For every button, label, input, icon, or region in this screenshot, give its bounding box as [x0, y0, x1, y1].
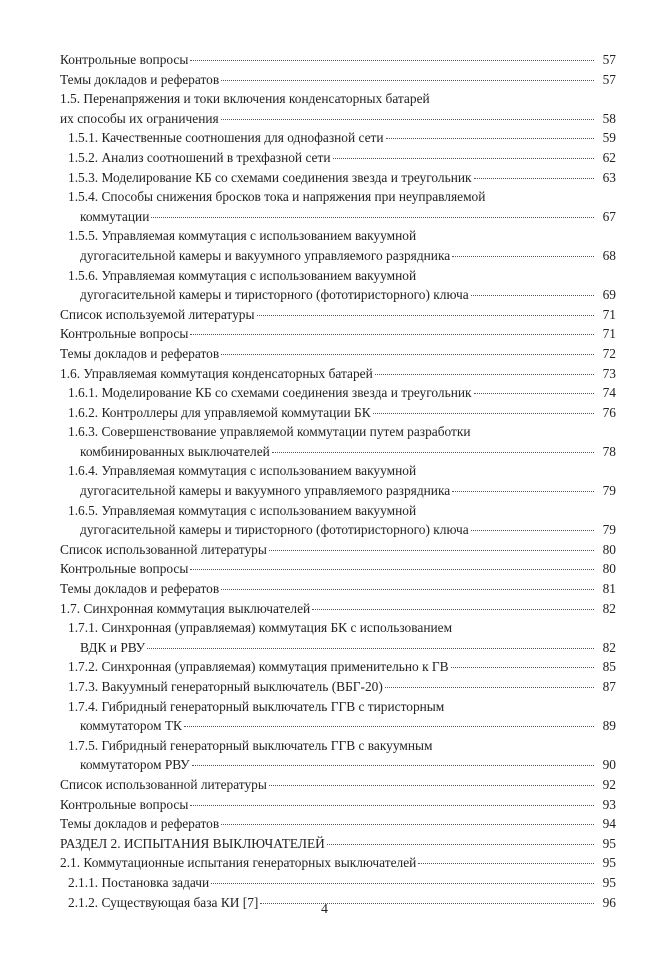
- toc-entry-title: 1.5.5. Управляемая коммутация с использованием вакуумной: [68, 228, 417, 244]
- toc-entry-line: [68, 148, 616, 168]
- dot-leader: [373, 413, 594, 414]
- dot-leader: [221, 80, 594, 81]
- toc-page-number: 87: [602, 679, 616, 694]
- toc-entry: [60, 128, 616, 148]
- toc-entry: [60, 344, 616, 364]
- toc-entry-title: 1.6.5. Управляемая коммутация с использованием вакуумной: [68, 502, 417, 518]
- toc-page-number: 80: [602, 561, 616, 577]
- toc-page-number: 80: [602, 541, 616, 557]
- toc-entry: [60, 814, 616, 834]
- dot-leader: [184, 726, 594, 727]
- toc-entry: [60, 834, 616, 854]
- toc-entry: [60, 50, 616, 70]
- toc-entry-line: [68, 403, 616, 423]
- toc-entry: [60, 775, 616, 795]
- toc-entry-title: Темы докладов и рефератов: [60, 345, 220, 361]
- toc-entry-title: дугогасительной камеры и вакуумного управляемого разрядника: [80, 247, 451, 263]
- toc-entry-line: [60, 599, 616, 619]
- toc-page-number: 63: [602, 169, 616, 185]
- table-of-contents: [60, 50, 616, 912]
- dot-leader: [474, 178, 594, 179]
- toc-entry: [60, 383, 616, 403]
- dot-leader: [375, 374, 594, 375]
- toc-entry-line: [68, 755, 616, 775]
- toc-entry: [60, 364, 616, 384]
- toc-entry-line-first: [68, 697, 616, 717]
- dot-leader: [221, 119, 594, 120]
- toc-entry: [60, 736, 616, 775]
- toc-page-number: 69: [602, 287, 616, 303]
- toc-entry-line: [60, 50, 616, 70]
- toc-entry: [60, 795, 616, 815]
- toc-entry-title: 1.6.3. Совершенствование управляемой коммутации путем разработки: [68, 424, 471, 440]
- toc-entry-line: [68, 520, 616, 540]
- toc-entry-title: Темы докладов и рефератов: [60, 816, 220, 832]
- toc-entry: [60, 873, 616, 893]
- dot-leader: [192, 765, 594, 766]
- toc-entry-title: 1.6. Управляемая коммутация конденсаторных батарей: [60, 365, 373, 381]
- toc-page-number: 94: [602, 816, 616, 832]
- toc-page-number: 82: [602, 639, 616, 655]
- toc-entry-title: 1.6.2. Контроллеры для управляемой коммутации БК: [68, 404, 371, 420]
- toc-entry-line: [68, 285, 616, 305]
- toc-entry: [60, 501, 616, 540]
- toc-entry-line-first: [68, 461, 616, 481]
- toc-entry: [60, 324, 616, 344]
- toc-page-number: 93: [602, 796, 616, 812]
- toc-page-number: 57: [602, 71, 616, 87]
- toc-entry-line: [60, 559, 616, 579]
- toc-entry-line: [60, 795, 616, 815]
- toc-entry-line: [60, 364, 616, 384]
- toc-entry-line: [60, 305, 616, 325]
- toc-entry-title: дугогасительной камеры и тиристорного (фототиристорного) ключа: [80, 287, 469, 303]
- toc-page-number: 74: [602, 385, 616, 401]
- toc-entry-line: [68, 481, 616, 501]
- toc-entry-title: Контрольные вопросы: [60, 561, 189, 577]
- dot-leader: [272, 452, 594, 453]
- toc-entry-title: 2.1.2. Существующая база КИ [7]: [68, 894, 259, 910]
- toc-page-number: 68: [602, 247, 616, 263]
- toc-entry-title: комбинированных выключателей: [80, 443, 270, 459]
- toc-entry-title: 1.7. Синхронная коммутация выключателей: [60, 600, 311, 616]
- toc-entry-line-first: [60, 89, 616, 109]
- toc-entry-line: [68, 677, 616, 697]
- toc-entry-title: 1.7.2. Синхронная (управляемая) коммутация применительно к ГВ: [68, 659, 449, 675]
- dot-leader: [452, 256, 594, 257]
- toc-entry-line: [68, 716, 616, 736]
- toc-entry-title: 1.5.2. Анализ соотношений в трехфазной сети: [68, 149, 331, 165]
- toc-page-number: 92: [602, 776, 616, 792]
- toc-entry-line: [68, 442, 616, 462]
- dot-leader: [257, 315, 595, 316]
- toc-entry-line: [60, 853, 616, 873]
- toc-page-number: 59: [602, 130, 616, 146]
- toc-entry-line: [60, 814, 616, 834]
- toc-entry-title: ВДК и РВУ: [80, 639, 146, 655]
- toc-entry-title: Темы докладов и рефератов: [60, 581, 220, 597]
- toc-entry-title: 1.6.1. Моделирование КБ со схемами соединения звезда и треугольник: [68, 385, 472, 401]
- toc-entry: [60, 226, 616, 265]
- toc-entry: [60, 89, 616, 128]
- toc-page-number: 95: [602, 835, 616, 851]
- toc-entry-title: 2.1.1. Постановка задачи: [68, 874, 210, 890]
- dot-leader: [452, 491, 594, 492]
- toc-entry: [60, 559, 616, 579]
- dot-leader: [471, 295, 594, 296]
- toc-entry: [60, 305, 616, 325]
- toc-entry-title: 1.7.3. Вакуумный генераторный выключатель (ВБГ-20): [68, 679, 383, 694]
- dot-leader: [147, 648, 594, 649]
- toc-entry: [60, 403, 616, 423]
- toc-entry: [60, 657, 616, 677]
- toc-entry: [60, 677, 616, 697]
- toc-entry-title: их способы их ограничения: [60, 110, 219, 126]
- toc-entry-line: [60, 540, 616, 560]
- toc-page-number: 79: [602, 522, 616, 538]
- toc-entry: [60, 70, 616, 90]
- toc-entry-title: коммутатором ТК: [80, 718, 182, 734]
- toc-entry: [60, 422, 616, 461]
- dot-leader: [211, 883, 594, 884]
- toc-page-number: 76: [602, 404, 616, 420]
- toc-entry-line: [60, 344, 616, 364]
- toc-entry-line: [68, 383, 616, 403]
- toc-page-number: 95: [602, 855, 616, 871]
- dot-leader: [269, 785, 594, 786]
- toc-page-number: 71: [602, 326, 616, 342]
- toc-entry-line-first: [68, 187, 616, 207]
- dot-leader: [474, 393, 594, 394]
- toc-page-number: 89: [602, 718, 616, 734]
- toc-entry: [60, 168, 616, 188]
- toc-entry-line-first: [68, 226, 616, 246]
- toc-entry-title: дугогасительной камеры и тиристорного (фототиристорного) ключа: [80, 522, 469, 538]
- dot-leader: [221, 824, 594, 825]
- toc-entry-title: Контрольные вопросы: [60, 326, 189, 342]
- toc-page-number: 79: [602, 483, 616, 499]
- dot-leader: [385, 687, 594, 688]
- toc-entry-title: РАЗДЕЛ 2. ИСПЫТАНИЯ ВЫКЛЮЧАТЕЛЕЙ: [60, 835, 325, 851]
- dot-leader: [386, 138, 594, 139]
- toc-entry-title: Список использованной литературы: [60, 541, 267, 557]
- toc-entry-title: Список используемой литературы: [60, 306, 255, 322]
- toc-page-number: 96: [602, 894, 616, 910]
- toc-page-number: 71: [602, 306, 616, 322]
- dot-leader: [221, 589, 594, 590]
- dot-leader: [190, 805, 594, 806]
- toc-entry-title: Контрольные вопросы: [60, 796, 189, 812]
- toc-page-number: 73: [602, 365, 616, 381]
- dot-leader: [190, 569, 594, 570]
- toc-entry-line: [68, 128, 616, 148]
- toc-entry-title: коммутации: [80, 208, 150, 224]
- toc-entry-line: [60, 324, 616, 344]
- toc-entry-title: дугогасительной камеры и вакуумного управляемого разрядника: [80, 483, 451, 499]
- toc-page-number: 72: [602, 345, 616, 361]
- toc-entry: [60, 618, 616, 657]
- toc-page-number: 58: [602, 110, 616, 126]
- toc-entry: [60, 148, 616, 168]
- toc-entry-line: [68, 168, 616, 188]
- dot-leader: [190, 334, 594, 335]
- toc-entry-line: [68, 246, 616, 266]
- toc-entry-line: [60, 70, 616, 90]
- toc-entry: [60, 461, 616, 500]
- toc-entry-line: [68, 207, 616, 227]
- toc-entry-title: 1.5.6. Управляемая коммутация с использованием вакуумной: [68, 267, 417, 283]
- toc-entry-title: Темы докладов и рефератов: [60, 71, 220, 87]
- toc-entry-line-first: [68, 736, 616, 756]
- toc-entry-title: 1.5.1. Качественные соотношения для однофазной сети: [68, 130, 384, 146]
- toc-entry-title: 1.5. Перенапряжения и токи включения конденсаторных батарей: [60, 91, 430, 107]
- toc-page-number: 95: [602, 874, 616, 890]
- toc-entry-title: 1.7.4. Гибридный генераторный выключатель ГГВ с тиристорным: [68, 698, 445, 714]
- toc-entry-line: [68, 638, 616, 658]
- toc-entry: [60, 187, 616, 226]
- page-number: 4: [321, 902, 328, 917]
- toc-page-number: 78: [602, 443, 616, 459]
- toc-entry-line-first: [68, 618, 616, 638]
- toc-entry-title: 1.5.4. Способы снижения бросков тока и напряжения при неуправляемой: [68, 189, 486, 205]
- toc-entry: [60, 697, 616, 736]
- dot-leader: [471, 530, 594, 531]
- toc-page-number: 62: [602, 149, 616, 165]
- toc-entry: [60, 599, 616, 619]
- toc-entry: [60, 540, 616, 560]
- toc-entry-line: [68, 657, 616, 677]
- toc-entry: [60, 579, 616, 599]
- toc-page-number: 67: [602, 208, 616, 224]
- toc-entry-title: 2.1. Коммутационные испытания генераторных выключателей: [60, 855, 417, 871]
- toc-entry-line-first: [68, 266, 616, 286]
- toc-page-number: 57: [602, 52, 616, 67]
- toc-entry-line: [60, 579, 616, 599]
- toc-entry-title: 1.7.5. Гибридный генераторный выключатель ГГВ с вакуумным: [68, 737, 433, 753]
- toc-entry-line: [60, 109, 616, 129]
- toc-entry-title: Список использованной литературы: [60, 776, 267, 792]
- dot-leader: [327, 844, 594, 845]
- dot-leader: [418, 863, 594, 864]
- toc-entry-title: 1.5.3. Моделирование КБ со схемами соединения звезда и треугольник: [68, 169, 472, 185]
- toc-entry-title: 1.7.1. Синхронная (управляемая) коммутация БК с использованием: [68, 620, 453, 636]
- dot-leader: [190, 60, 594, 61]
- dot-leader: [312, 609, 594, 610]
- dot-leader: [269, 550, 594, 551]
- dot-leader: [451, 667, 594, 668]
- toc-entry-line: [60, 775, 616, 795]
- toc-entry-line: [68, 873, 616, 893]
- toc-entry-line-first: [68, 501, 616, 521]
- toc-page-number: 82: [602, 600, 616, 616]
- toc-entry: [60, 266, 616, 305]
- dot-leader: [221, 354, 594, 355]
- toc-entry-line: [60, 834, 616, 854]
- dot-leader: [333, 158, 594, 159]
- toc-page-number: 90: [602, 757, 616, 773]
- toc-page-number: 81: [602, 581, 616, 597]
- toc-page-number: 85: [602, 659, 616, 675]
- dot-leader: [151, 217, 594, 218]
- toc-entry-line-first: [68, 422, 616, 442]
- toc-entry-title: 1.6.4. Управляемая коммутация с использованием вакуумной: [68, 463, 417, 479]
- toc-entry-title: коммутатором РВУ: [80, 757, 190, 773]
- toc-entry: [60, 853, 616, 873]
- toc-entry-title: Контрольные вопросы: [60, 52, 189, 67]
